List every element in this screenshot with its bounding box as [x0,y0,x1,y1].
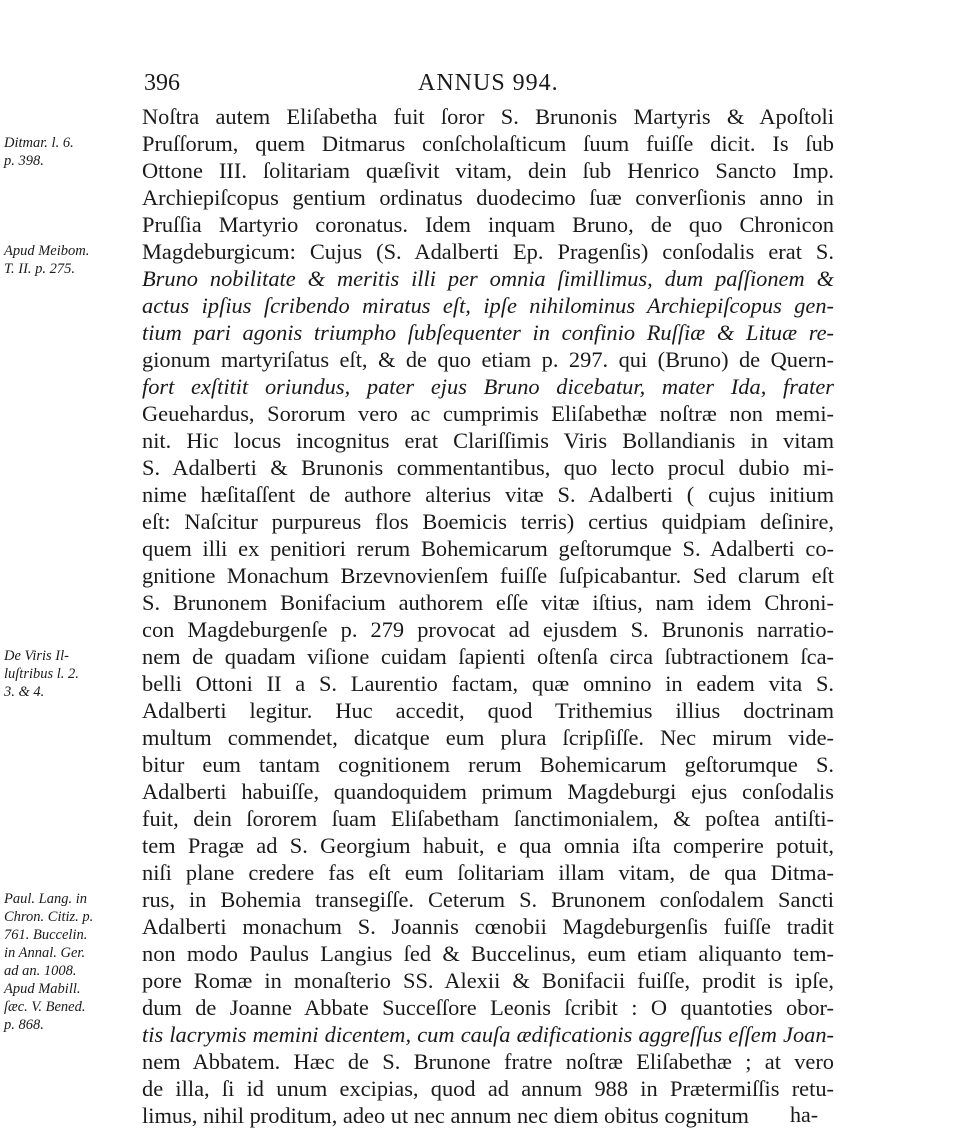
body-line: multum commendet, dicatque eum plura ſcripſiſſe. Nec mirum vide- [142,725,834,750]
body-line: quem illi ex penitiori rerum Bohemicarum geſtorumque S. Adalberti co- [142,536,834,561]
margin-note: Paul. Lang. in [4,891,87,907]
margin-note: ad an. 1008. [4,963,77,979]
body-line: non modo Paulus Langius ſed & Buccelinus, eum etiam aliquanto tem- [142,941,834,966]
body-line: Geuehardus, Sororum vero ac cumprimis Eliſabethæ noſtræ non memi- [142,401,834,426]
margin-note: in Annal. Ger. [4,945,86,961]
body-line: Archiepiſcopus gentium ordinatus duodecimo ſuæ converſionis anno in [142,185,834,210]
body-line: actus ipſius ſcribendo miratus eſt, ipſe nihilominus Archiepiſcopus gen- [142,293,834,318]
body-line: pore Romæ in monaſterio SS. Alexii & Bonifacii fuiſſe, prodit is ipſe, [142,968,834,993]
body-line: nit. Hic locus incognitus erat Clariſſimis Viris Bollandianis in vitam [142,428,834,453]
margin-note: Apud Mabill. [4,981,81,997]
margin-note: p. 868. [4,1017,44,1033]
catchword: ha- [790,1102,819,1127]
body-line: Bruno nobilitate & meritis illi per omnia ſimillimus, dum paſſionem & [142,266,834,291]
body-line: dum de Joanne Abbate Succeſſore Leonis ſcribit : O quantoties obor- [142,995,834,1020]
body-line: Ottone III. ſolitariam quæſivit vitam, dein ſub Henrico Sancto Imp. [142,158,834,183]
body-line: bitur eum tantam cognitionem rerum Bohemicarum geſtorumque S. [142,752,834,777]
body-line: tis lacrymis memini dicentem, cum cauſa ædificationis aggreſſus eſſem Joan- [142,1022,834,1047]
margin-note: 761. Buccelin. [4,927,88,943]
body-line: Adalberti legitur. Huc accedit, quod Trithemius illius doctrinam [142,698,834,723]
body-line: Pruſſorum, quem Ditmarus conſcholaſticum ſuum fuiſſe dicit. Is ſub [142,131,834,156]
body-line: S. Brunonem Bonifacium authorem eſſe vitæ iſtius, nam idem Chroni- [142,590,834,615]
body-line: con Magdeburgenſe p. 279 provocat ad ejusdem S. Brunonis narratio- [142,617,834,642]
body-line: eſt: Naſcitur purpureus flos Boemicis terris) certius quidpiam deſinire, [142,509,834,534]
body-line: fort exſtitit oriundus, pater ejus Bruno dicebatur, mater Ida, frater [142,374,834,399]
margin-note: luſtribus l. 2. [4,666,79,682]
body-line: Noſtra autem Eliſabetha fuit ſoror S. Brunonis Martyris & Apoſtoli [142,104,834,129]
body-line: nime hæſitaſſent de authore alterius vitæ S. Adalberti ( cujus initium [142,482,834,507]
body-line: belli Ottoni II a S. Laurentio factam, quæ omnino in eadem vita S. [142,671,834,696]
margin-note: Apud Meibom. [4,243,90,259]
body-line: tium pari agonis triumpho ſubſequenter in confinio Ruſſiæ & Lituæ re- [142,320,834,345]
body-line: fuit, dein ſororem ſuam Eliſabetham ſanctimonialem, & poſtea antiſti- [142,806,834,831]
body-line: rus, in Bohemia transegiſſe. Ceterum S. Brunonem conſodalem Sancti [142,887,834,912]
body-line: Adalberti habuiſſe, quandoquidem primum Magdeburgi ejus conſodalis [142,779,834,804]
page-header [0,70,960,100]
body-line: S. Adalberti & Brunonis commentantibus, quo lecto procul dubio mi- [142,455,834,480]
margin-note: Ditmar. l. 6. [4,135,74,151]
margin-note: De Viris Il- [4,648,69,664]
margin-note: 3. & 4. [4,684,45,700]
body-line: gionum martyriſatus eſt, & de quo etiam p. 297. qui (Bruno) de Quern- [142,347,834,372]
body-line: tem Pragæ ad S. Georgium habuit, e qua omnia iſta comperire potuit, [142,833,834,858]
page-number: 396 [144,70,180,96]
body-line: Pruſſia Martyrio coronatus. Idem inquam Bruno, de quo Chronicon [142,212,834,237]
body-line: gnitione Monachum Brzevnovienſem fuiſſe ſuſpicabantur. Sed clarum eſt [142,563,834,588]
body-line: limus, nihil proditum, adeo ut nec annum nec diem obitus cognitum [142,1103,749,1128]
margin-note: p. 398. [4,153,44,169]
margin-note: Chron. Citiz. p. [4,909,94,925]
margin-note: ſæc. V. Bened. [4,999,86,1015]
body-line: Magdeburgicum: Cujus (S. Adalberti Ep. Pragenſis) conſodalis erat S. [142,239,834,264]
body-line: nem de quadam viſione cuidam ſapienti oſtenſa circa ſubtractionem ſca- [142,644,834,669]
body-line: niſi plane credere fas eſt eum ſolitariam illam vitam, de qua Ditma- [142,860,834,885]
body-line: nem Abbatem. Hæc de S. Brunone fratre noſtræ Eliſabethæ ; at vero [142,1049,834,1074]
margin-note: T. II. p. 275. [4,261,76,277]
body-line: Adalberti monachum S. Joannis cœnobii Magdeburgenſis fuiſſe tradit [142,914,834,939]
running-head: ANNUS 994. [418,70,559,96]
body-line: de illa, ſi id unum excipias, quod ad annum 988 in Prætermiſſis retu- [142,1076,834,1101]
